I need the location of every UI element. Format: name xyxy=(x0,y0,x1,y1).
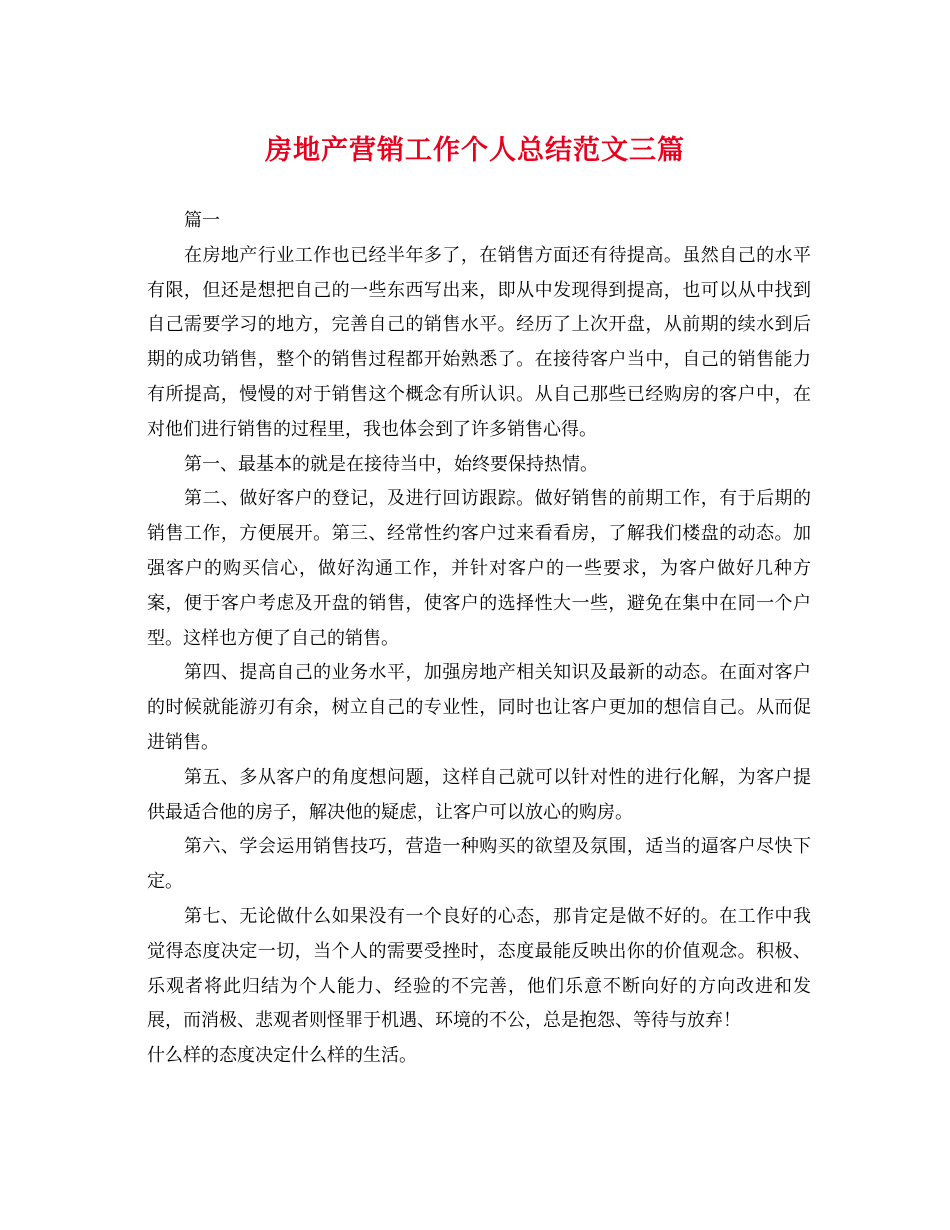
document-body xyxy=(147,204,811,1074)
paragraph: 第五、多从客户的角度想问题，这样自己就可以针对性的进行化解，为客户提供最适合他的房子，解决他的疑虑，让客户可以放心的购房。 xyxy=(147,766,811,823)
paragraph: 第四、提高自己的业务水平，加强房地产相关知识及最新的动态。在面对客户的时候就能游刃有余，树立自己的专业性，同时也让客户更加的想信自己。从而促进销售。 xyxy=(147,662,811,753)
paragraph: 第七、无论做什么如果没有一个良好的心态，那肯定是做不好的。在工作中我觉得态度决定一切，当个人的需要受挫时，态度最能反映出你的价值观念。积极、乐观者将此归结为个人能力、经验的不完善，他们乐意不断向好的方向改进和发展，而消极、悲观者则怪罪于机遇、环境的不公，总是抱怨、等待与放弃！ xyxy=(147,905,811,1032)
section-heading: 篇一 xyxy=(184,210,220,231)
paragraph: 在房地产行业工作也已经半年多了，在销售方面还有待提高。虽然自己的水平有限，但还是想把自己的一些东西写出来，即从中发现得到提高，也可以从中找到自己需要学习的地方，完善自己的销售水平。经历了上次开盘，从前期的续水到后期的成功销售，整个的销售过程都开始熟悉了。在接待客户当中，自己的销售能力有所提高，慢慢的对于销售这个概念有所认识。从自己那些已经购房的客户中，在对他们进行销售的过程里，我也体会到了许多销售心得。 xyxy=(147,244,811,440)
document-title: 房地产营销工作个人总结范文三篇 xyxy=(265,135,685,166)
paragraph: 什么样的态度决定什么样的生活。 xyxy=(147,1045,417,1067)
paragraph: 第二、做好客户的登记，及进行回访跟踪。做好销售的前期工作，有于后期的销售工作，方便展开。第三、经常性约客户过来看看房，了解我们楼盘的动态。加强客户的购买信心，做好沟通工作，并针对客户的一些要求，为客户做好几种方案，便于客户考虑及开盘的销售，使客户的选择性大一些，避免在集中在同一个户型。这样也方便了自己的销售。 xyxy=(147,488,811,649)
paragraph: 第六、学会运用销售技巧，营造一种购买的欲望及氛围，适当的逼客户尽快下定。 xyxy=(147,836,811,893)
paragraph: 第一、最基本的就是在接待当中，始终要保持热情。 xyxy=(184,453,598,475)
